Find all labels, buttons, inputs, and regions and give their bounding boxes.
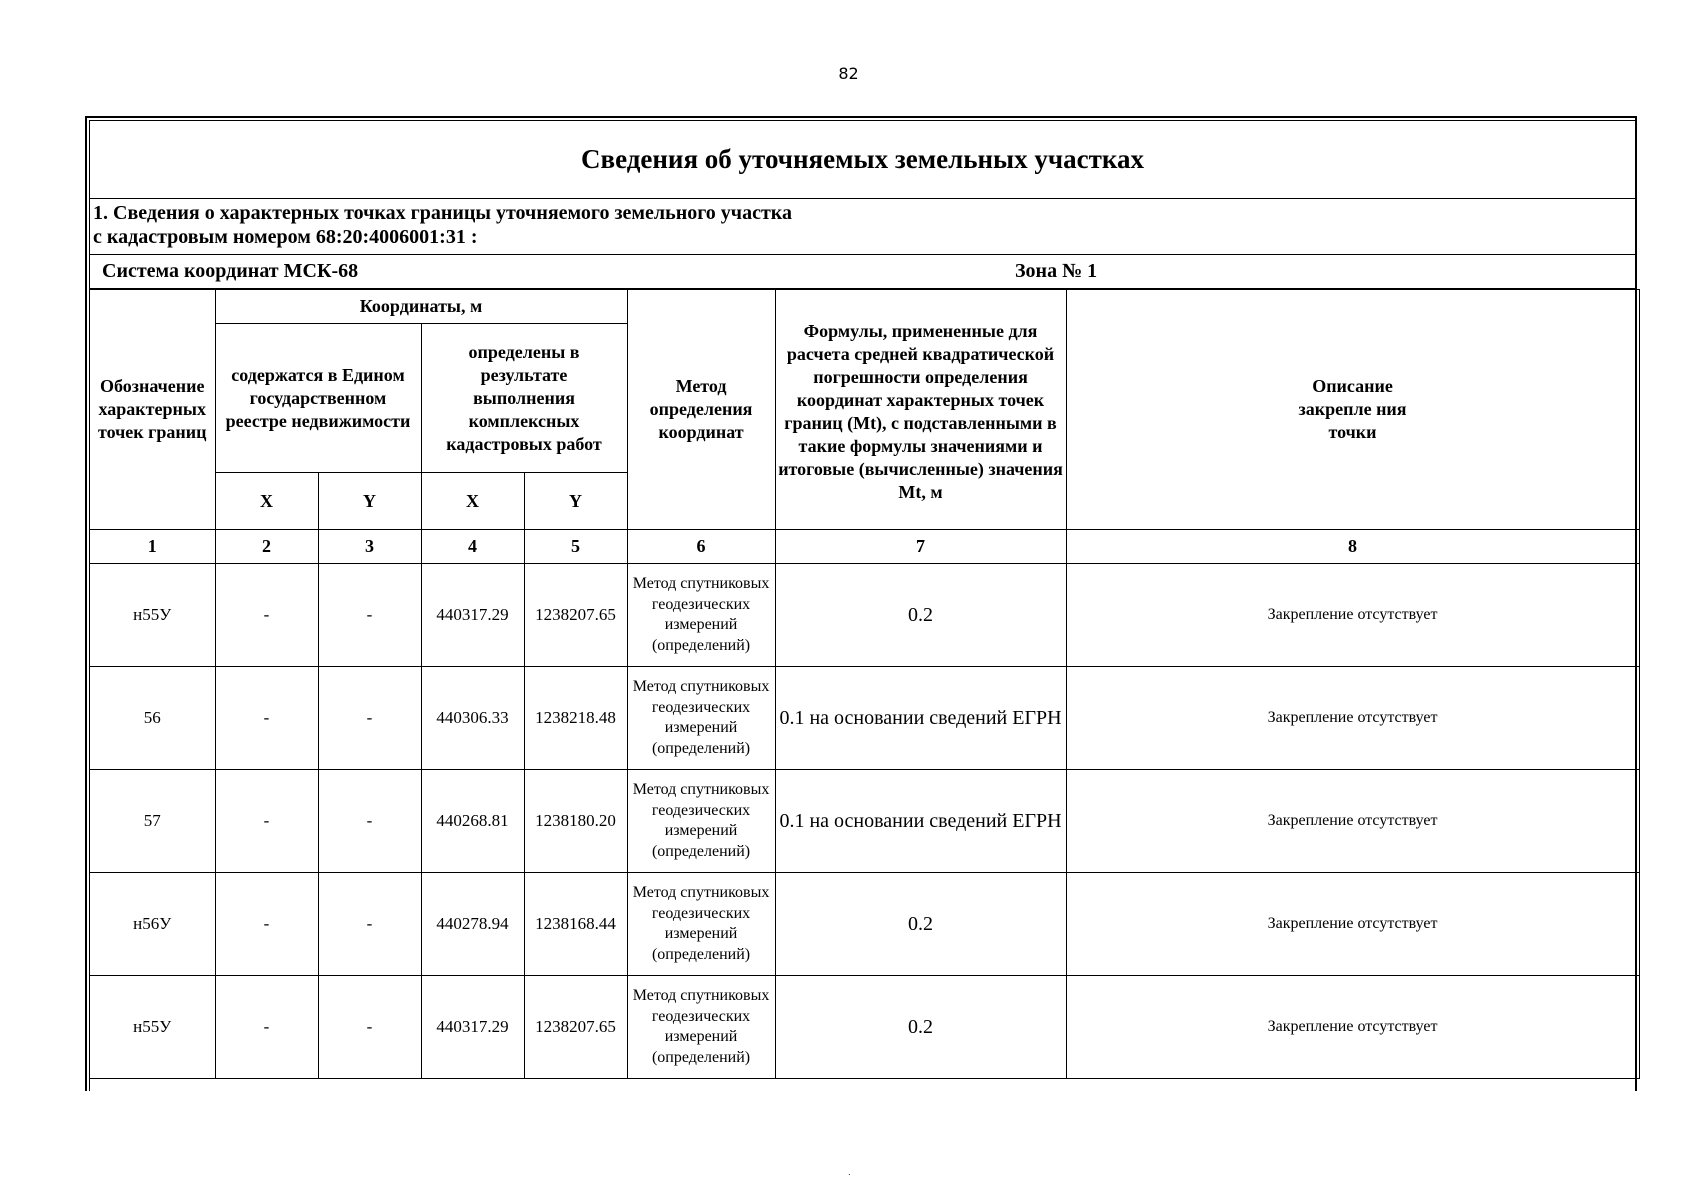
description-value: Закрепление отсутствует	[1066, 667, 1639, 770]
description-value: Закрепление отсутствует	[1066, 564, 1639, 667]
egrn-y-value: -	[318, 667, 421, 770]
point-id: н56У	[90, 873, 215, 976]
y-value: 1238168.44	[524, 873, 627, 976]
header-description: Описание закрепле ния точки	[1066, 290, 1639, 530]
header-result-y: Y	[524, 473, 627, 530]
section-heading-line1: 1. Сведения о характерных точках границы уточняемого земельного участка	[93, 202, 793, 224]
document-title: Сведения об уточняемых земельных участках	[90, 121, 1635, 199]
column-number: 7	[775, 530, 1066, 564]
x-value: 440268.81	[421, 770, 524, 873]
egrn-x-value: -	[215, 976, 318, 1079]
y-value: 1238207.65	[524, 976, 627, 1079]
egrn-x-value: -	[215, 667, 318, 770]
point-id: н55У	[90, 564, 215, 667]
header-formula: Формулы, примененные для расчета средней квадратической погрешности определения координат характерных точек границ (Mt), с подставленными в такие формулы значениями и итоговые (вычисленные) значения Mt, м	[775, 290, 1066, 530]
section-heading-line2: с кадастровым номером 68:20:4006001:31 :	[93, 226, 478, 248]
column-number: 3	[318, 530, 421, 564]
coordinate-system: Система координат МСК-68	[102, 260, 359, 282]
y-value: 1238180.20	[524, 770, 627, 873]
egrn-y-value: -	[318, 564, 421, 667]
column-number: 2	[215, 530, 318, 564]
mt-value: 0.1 на основании сведений ЕГРН	[775, 667, 1066, 770]
egrn-y-value: -	[318, 976, 421, 1079]
table-row	[90, 564, 1639, 667]
method-value: Метод спутниковых геодезических измерений (определений)	[627, 976, 775, 1079]
y-value: 1238207.65	[524, 564, 627, 667]
x-value: 440317.29	[421, 976, 524, 1079]
table-row	[90, 976, 1639, 1079]
header-method: Метод определения координат	[627, 290, 775, 530]
header-egrn: содержатся в Едином государственном реестре недвижимости	[215, 324, 421, 473]
point-id: 56	[90, 667, 215, 770]
egrn-y-value: -	[318, 873, 421, 976]
header-result: определены в результате выполнения комплексных кадастровых работ	[421, 324, 627, 473]
x-value: 440306.33	[421, 667, 524, 770]
page-number: 82	[838, 64, 859, 83]
description-value: Закрепление отсутствует	[1066, 770, 1639, 873]
method-value: Метод спутниковых геодезических измерений (определений)	[627, 667, 775, 770]
column-number: 5	[524, 530, 627, 564]
point-id: 57	[90, 770, 215, 873]
header-egrn-y: Y	[318, 473, 421, 530]
egrn-x-value: -	[215, 873, 318, 976]
egrn-x-value: -	[215, 564, 318, 667]
y-value: 1238218.48	[524, 667, 627, 770]
description-value: Закрепление отсутствует	[1066, 873, 1639, 976]
zone-label: Зона № 1	[1015, 260, 1098, 282]
mt-value: 0.2	[775, 873, 1066, 976]
mt-value: 0.1 на основании сведений ЕГРН	[775, 770, 1066, 873]
mt-value: 0.2	[775, 564, 1066, 667]
document-frame	[85, 116, 1637, 1091]
egrn-x-value: -	[215, 770, 318, 873]
mt-value: 0.2	[775, 976, 1066, 1079]
section-heading	[90, 199, 1635, 255]
column-number: 8	[1066, 530, 1639, 564]
method-value: Метод спутниковых геодезических измерений (определений)	[627, 873, 775, 976]
table-row	[90, 873, 1639, 976]
egrn-y-value: -	[318, 770, 421, 873]
header-point: Обозначение характерных точек границ	[90, 290, 215, 530]
table-row	[90, 770, 1639, 873]
header-egrn-x: X	[215, 473, 318, 530]
x-value: 440278.94	[421, 873, 524, 976]
column-number: 1	[90, 530, 215, 564]
header-result-x: X	[421, 473, 524, 530]
description-value: Закрепление отсутствует	[1066, 976, 1639, 1079]
method-value: Метод спутниковых геодезических измерений (определений)	[627, 564, 775, 667]
points-table	[90, 289, 1640, 1079]
header-coordinates: Координаты, м	[215, 290, 627, 324]
table-row	[90, 667, 1639, 770]
point-id: н55У	[90, 976, 215, 1079]
x-value: 440317.29	[421, 564, 524, 667]
method-value: Метод спутниковых геодезических измерений (определений)	[627, 770, 775, 873]
column-number: 6	[627, 530, 775, 564]
column-number: 4	[421, 530, 524, 564]
footer-mark: .	[848, 1168, 851, 1177]
coordinate-system-row	[90, 255, 1635, 289]
